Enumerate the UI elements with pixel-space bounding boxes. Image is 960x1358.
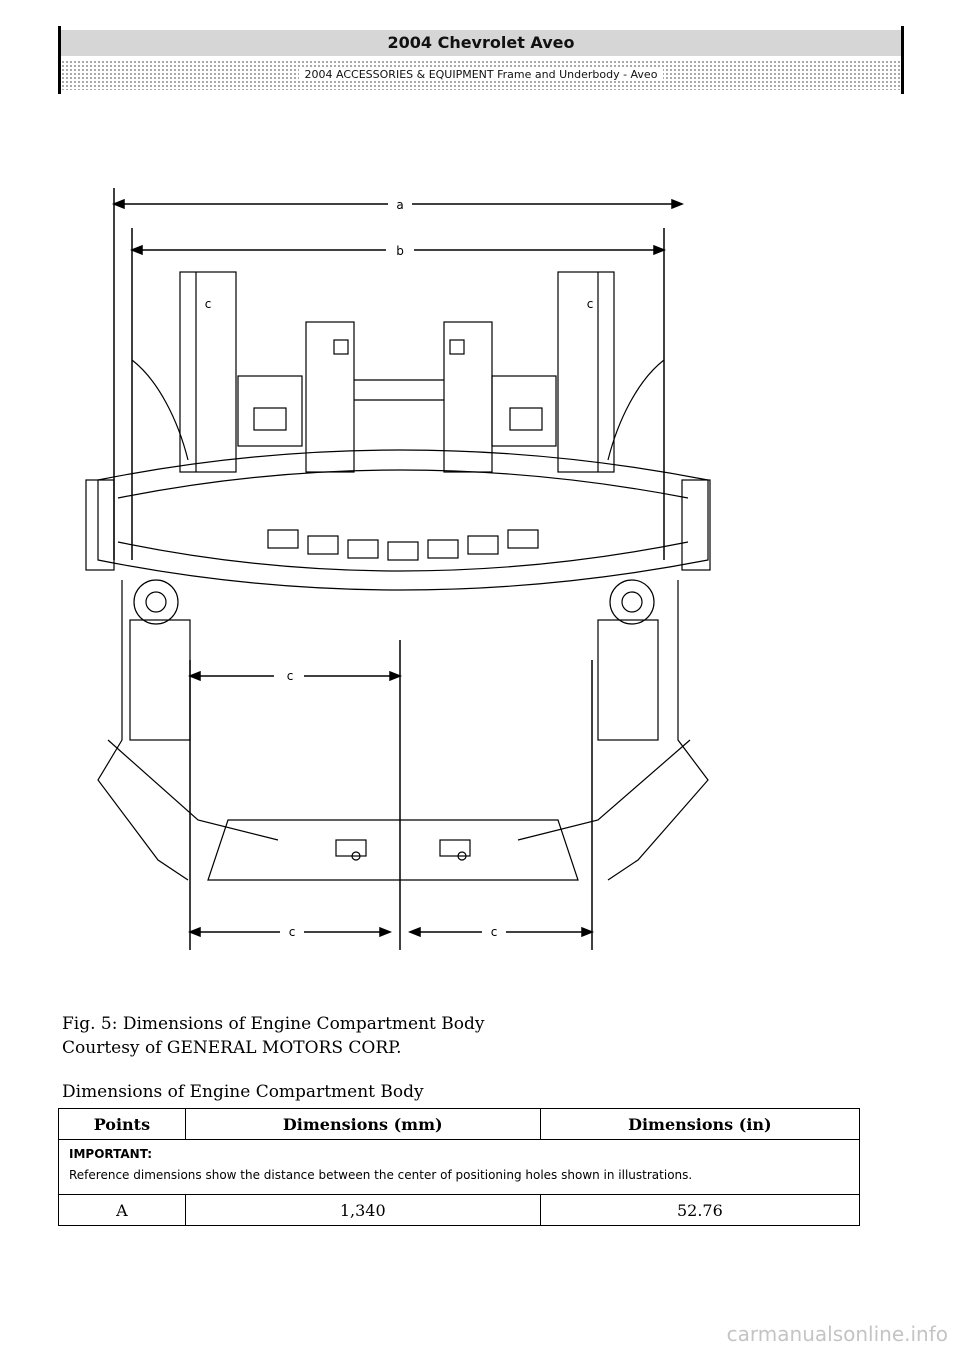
column-header-points: Points [59, 1109, 186, 1140]
dimension-b [132, 228, 664, 560]
table-header-row [59, 1109, 860, 1140]
engine-compartment-diagram [78, 180, 740, 960]
document-subtitle: 2004 ACCESSORIES & EQUIPMENT Frame and Underbody - Aveo [299, 68, 664, 81]
wheel-hubs [134, 580, 654, 624]
dimension-c-label-upper-right: c [586, 297, 594, 311]
table-cell-in: 52.76 [540, 1195, 859, 1226]
important-note [59, 1140, 860, 1195]
dimension-c-label-upper-left: c [204, 297, 212, 311]
dimension-a-label: a [396, 198, 404, 212]
page-header [58, 26, 904, 94]
strut-towers [132, 272, 664, 472]
document-subtitle-band [61, 60, 901, 90]
dimension-b-label: b [396, 244, 404, 258]
table-cell-point: A [59, 1195, 186, 1226]
dimension-c-label-mid: c [286, 669, 294, 683]
watermark: carmanualsonline.info [726, 1322, 948, 1346]
dimension-c [190, 640, 592, 950]
document-title: 2004 Chevrolet Aveo [61, 30, 901, 56]
dimension-c-label-lower-right: c [490, 925, 498, 939]
dimensions-table [58, 1108, 860, 1226]
table-row [59, 1195, 860, 1226]
figure-caption [62, 1012, 484, 1060]
important-note-heading: IMPORTANT: [69, 1147, 153, 1161]
column-header-mm: Dimensions (mm) [185, 1109, 540, 1140]
dimension-c-label-lower-left: c [288, 925, 296, 939]
figure-caption-title: Fig. 5: Dimensions of Engine Compartment Body [62, 1014, 485, 1034]
important-note-text: Reference dimensions show the distance between the center of positioning holes shown in illustrations. [69, 1168, 693, 1182]
column-header-in: Dimensions (in) [540, 1109, 859, 1140]
figure-caption-credit: Courtesy of GENERAL MOTORS CORP. [62, 1038, 402, 1058]
table-cell-mm: 1,340 [185, 1195, 540, 1226]
table-title: Dimensions of Engine Compartment Body [62, 1082, 424, 1102]
table-note-row [59, 1140, 860, 1195]
